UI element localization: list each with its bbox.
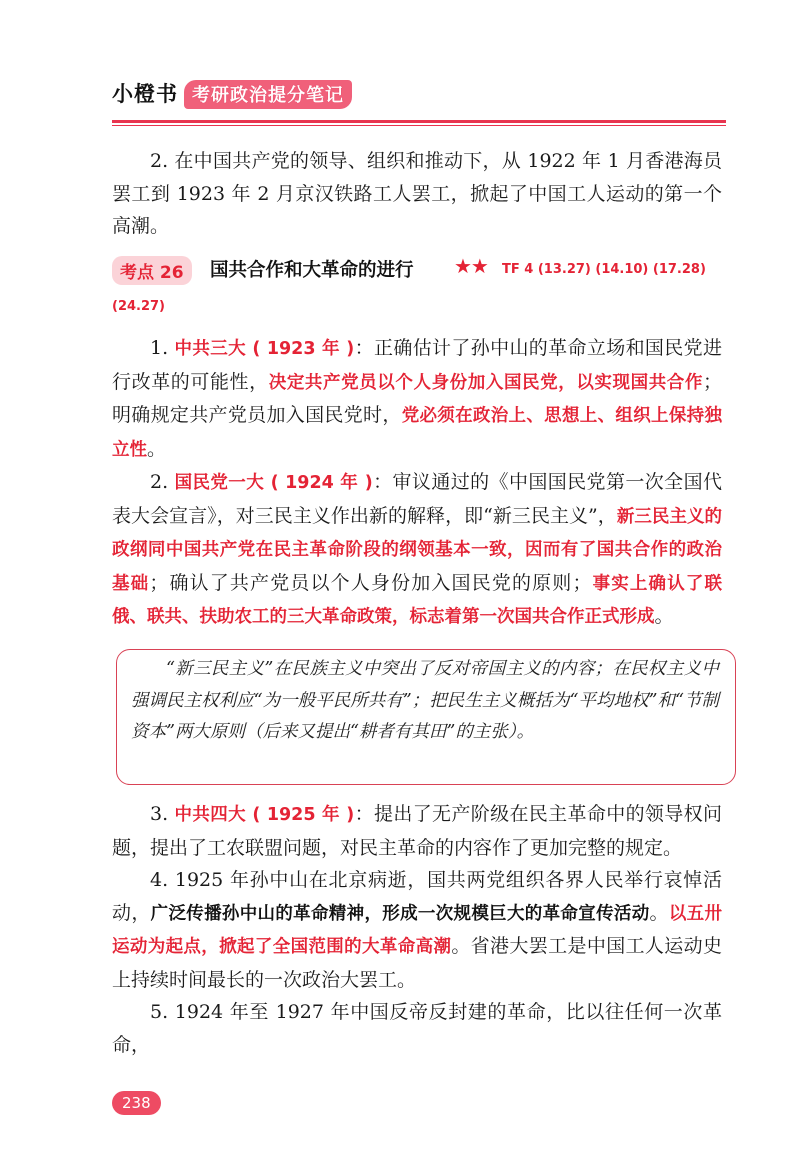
para-text: 。 (147, 437, 167, 460)
para-text: 。 (654, 605, 674, 627)
topic-title: 国共合作和大革命的进行 (210, 260, 414, 281)
para-number: 2. (150, 471, 175, 493)
exam-frequency-cont: (24.27) (112, 299, 166, 314)
highlight-red: 党必须在政治上、思想上、组织上保持独立性 (112, 406, 722, 460)
topic-badge: 考点 26 (112, 256, 192, 285)
page-number: 238 (112, 1091, 161, 1115)
para-text: 。省港大罢工是中国工人运动史上持续时间最长的一次政治大罢工。 (112, 935, 722, 991)
main-content-2 (112, 798, 722, 1061)
note-box (116, 649, 736, 785)
paragraph-2 (112, 466, 722, 634)
paragraph-4 (112, 864, 722, 996)
intro-block (112, 145, 722, 243)
highlight-red: 决定共产党员以个人身份加入国民党，以实现国共合作 (268, 372, 703, 393)
header-rule-thin (112, 125, 726, 126)
highlight-red: 事实上确认了联俄、联共、扶助农工的三大革命政策，标志着第一次国共合作正式形成 (112, 573, 722, 627)
importance-stars: ★★ (454, 254, 488, 278)
highlight-red: 中共四大 ( 1925 年 ) (174, 805, 355, 825)
intro-paragraph: 2. 在中国共产党的领导、组织和推动下，从 1922 年 1 月香港海员罢工到 1923 年 2 月京汉铁路工人罢工，掀起了中国工人运动的第一个高潮。 (112, 150, 722, 237)
paragraph-5: 5. 1924 年至 1927 年中国反帝反封建的革命，比以往任何一次革命， (112, 1001, 722, 1056)
para-text: ：正确估计了孙中山的革命立场和国民党进行改革的可能性， (112, 337, 722, 393)
paragraph-1 (112, 332, 722, 466)
highlight-bold: 广泛传播孙中山的革命精神，形成一次规模巨大的革命宣传活动 (150, 903, 650, 924)
para-text: ；明确规定共产党员加入国民党时， (112, 370, 722, 426)
paragraph-3 (112, 798, 722, 864)
highlight-red: 以五卅运动为起点，掀起了全国范围的大革命高潮 (112, 903, 722, 957)
para-text: 4. 1925 年孙中山在北京病逝，国共两党组织各界人民举行哀悼活动， (112, 869, 722, 924)
main-content (112, 332, 722, 634)
highlight-red: 国民党一大 ( 1924 年 ) (174, 473, 373, 493)
para-number: 3. (150, 803, 175, 825)
para-number: 1. (150, 337, 175, 359)
book-subtitle: 考研政治提分笔记 (184, 80, 352, 109)
para-text: ：提出了无产阶级在民主革命中的领导权问题，提出了工农联盟问题，对民主革命的内容作了更加完整的规定。 (112, 803, 722, 859)
exam-frequency: TF 4 (13.27) (14.10) (17.28) (502, 262, 706, 277)
topic-heading (112, 254, 726, 324)
highlight-red: 中共三大 ( 1923 年 ) (174, 339, 355, 359)
note-text: “新三民主义”在民族主义中突出了反对帝国主义的内容；在民权主义中强调民主权利应“为一般平民所共有”；把民生主义概括为“平均地权”和“节制资本”两大原则（后来又提出“耕者有其田”的主张）。 (131, 659, 719, 742)
page-header (112, 74, 726, 130)
highlight-red: 新三民主义的政纲同中国共产党在民主革命阶段的纲领基本一致，因而有了国共合作的政治基础 (112, 506, 723, 594)
para-text: 。 (649, 901, 669, 924)
header-rule (112, 120, 726, 123)
para-text: ；确认了共产党员以个人身份加入国民党的原则； (149, 571, 592, 594)
para-text: ：审议通过的《中国国民党第一次全国代表大会宣言》，对三民主义作出新的解释，即“新三民主义”， (112, 471, 722, 527)
brand-title: 小橙书 (112, 82, 178, 106)
